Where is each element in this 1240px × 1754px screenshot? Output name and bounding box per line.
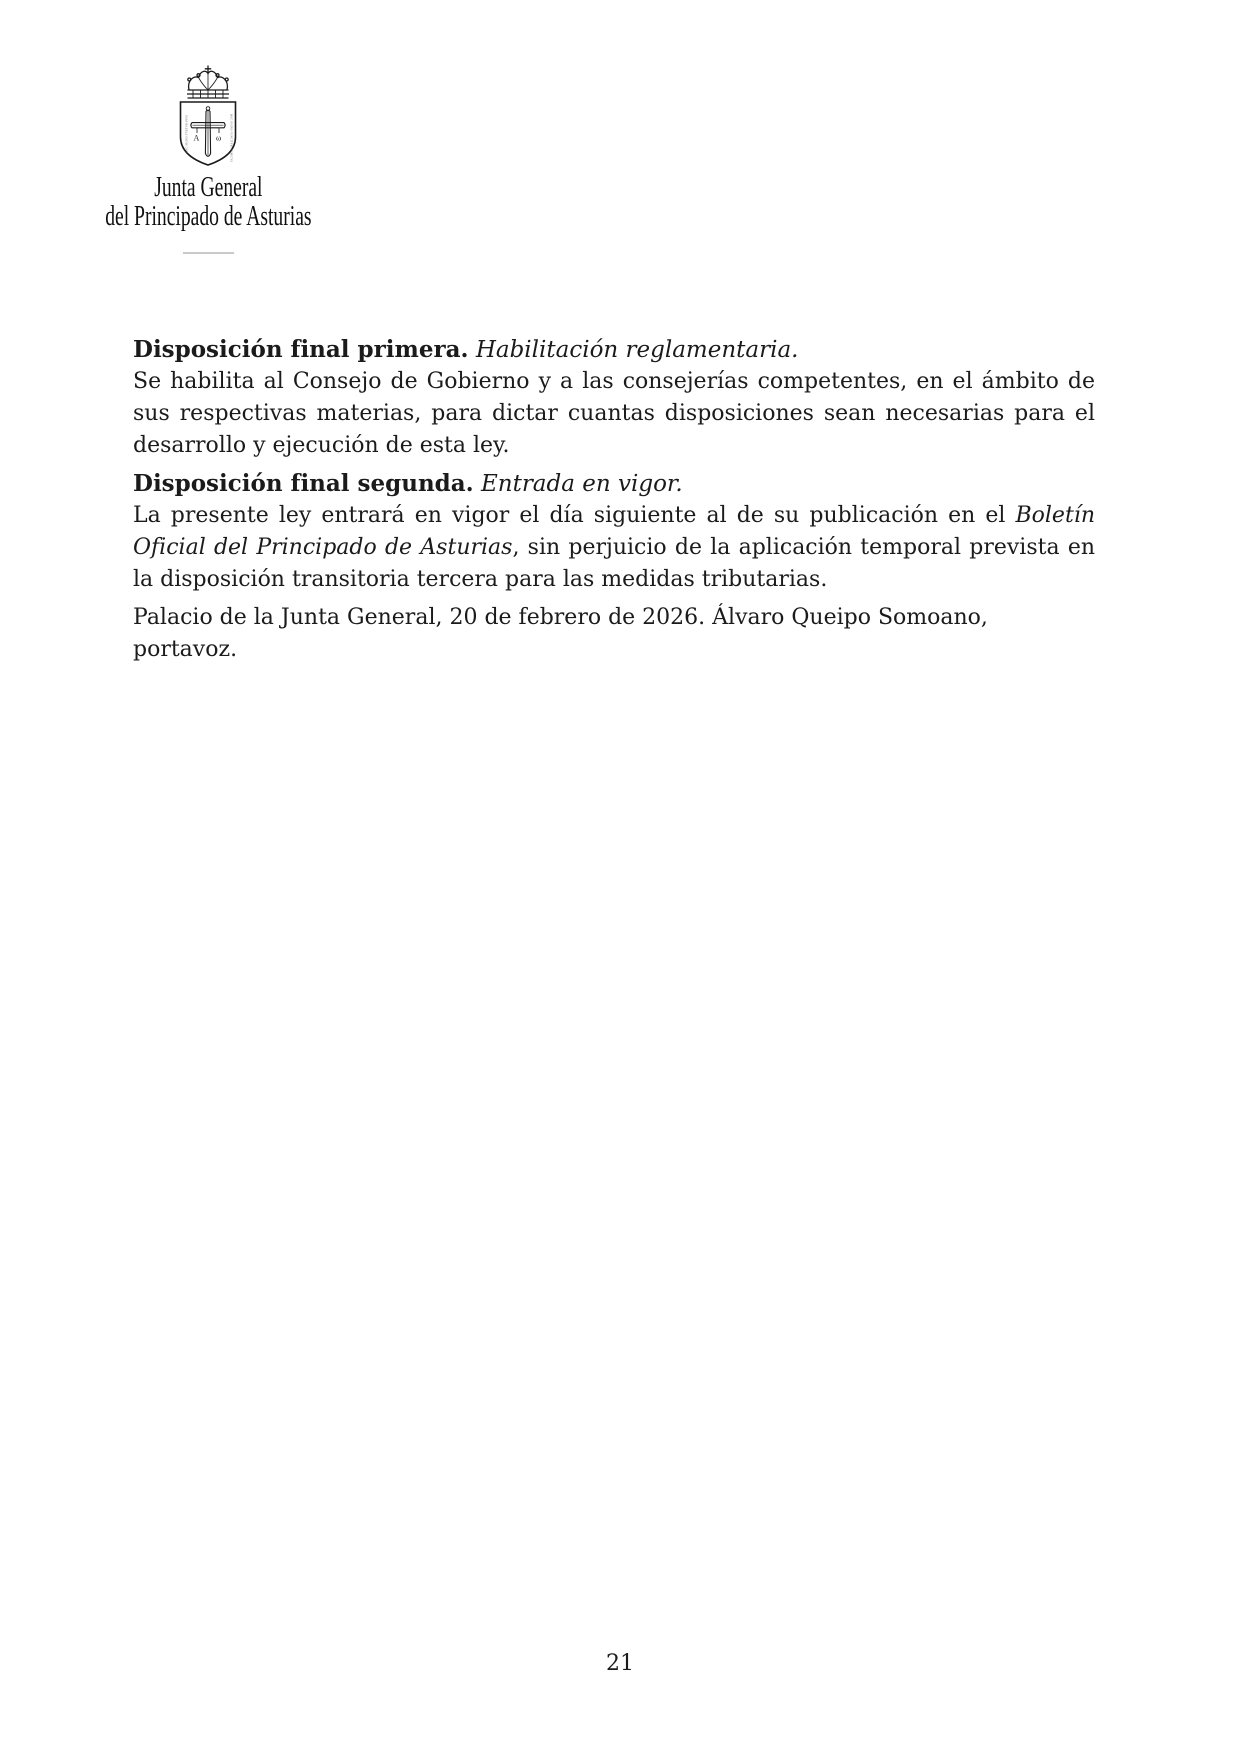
svg-text:ω: ω — [216, 133, 222, 143]
final-provision-2-body — [133, 500, 1095, 596]
final-provision-1-subtitle: Habilitación reglamentaria. — [475, 337, 799, 363]
org-name-line1: Junta General — [153, 172, 263, 203]
page-number: 21 — [606, 1651, 634, 1676]
final-provision-2-body-text-end: , sin perjuicio de la aplicación temporal prevista en la disposición transitoria tercera para las medidas tributarias. — [133, 535, 1096, 592]
document-body — [133, 334, 1095, 666]
official-bulletin-reference: Boletín Oficial del Principado de Asturias — [133, 503, 1095, 560]
final-provision-2-body-text: La presente ley entrará en vigor el día siguiente al de su publicación en el — [133, 503, 1016, 528]
org-name-line2: del Principado de Asturias — [104, 201, 312, 232]
final-provision-2-subtitle: Entrada en vigor. — [480, 471, 683, 497]
letterhead — [83, 64, 333, 254]
final-provision-2-heading — [133, 468, 1095, 500]
closing-line: Palacio de la Junta General, 20 de febrero de 2026. Álvaro Queipo Somoano, portavoz. — [133, 605, 988, 662]
letterhead-divider — [183, 252, 234, 254]
svg-text:HOC·SIGNO·TVETVR·PIVS: HOC·SIGNO·TVETVR·PIVS — [185, 114, 189, 153]
org-name — [61, 173, 356, 231]
final-provision-1-title: Disposición final primera. — [133, 336, 469, 363]
final-provision-1-heading — [133, 334, 1095, 366]
svg-text:A: A — [193, 133, 200, 143]
final-provision-2-title: Disposición final segunda. — [133, 470, 474, 497]
asturias-coat-of-arms-icon — [177, 64, 239, 166]
svg-text:HOC·SIGNO·VINCITVR·INIMICVS: HOC·SIGNO·VINCITVR·INIMICVS — [229, 114, 233, 163]
final-provision-1-body: Se habilita al Consejo de Gobierno y a las consejerías competentes, en el ámbito de sus respectivas materias, para dictar cuantas disposiciones sean necesarias para el desarrollo y ejecución de esta ley. — [133, 369, 1095, 458]
